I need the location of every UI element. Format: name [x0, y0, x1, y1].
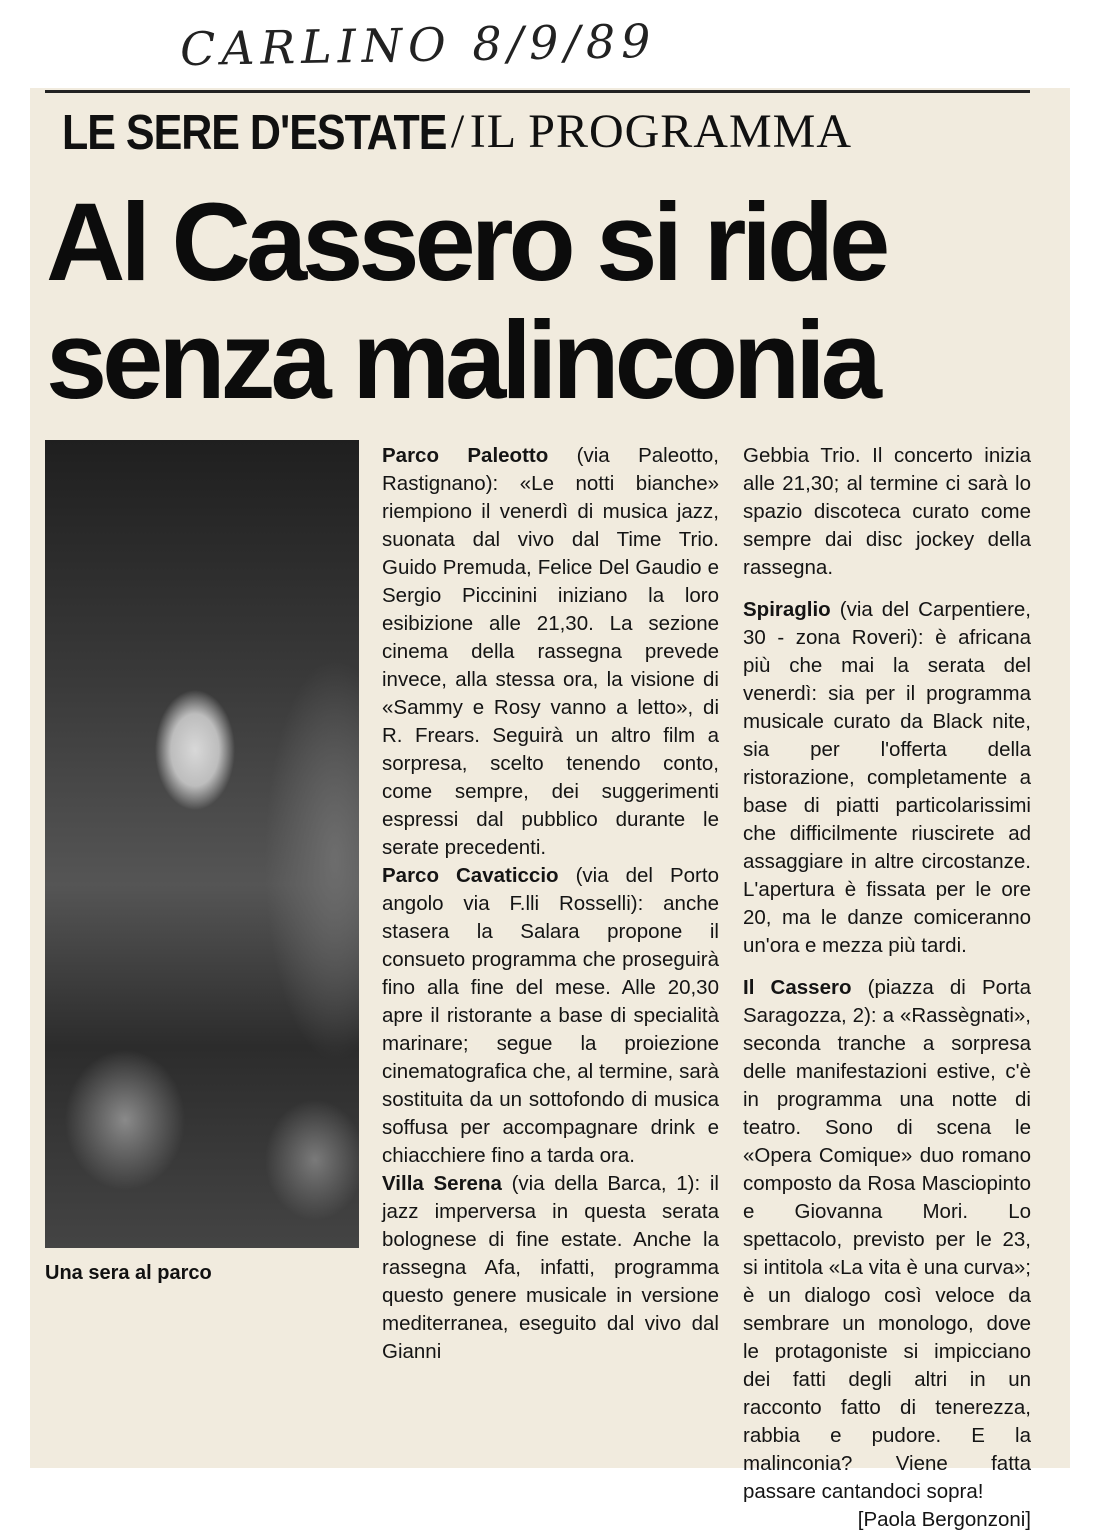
kicker-separator: /	[450, 105, 466, 158]
kicker	[62, 105, 852, 161]
paragraph-parco-cavaticcio	[382, 862, 719, 1170]
paragraph-villa-serena-continued: Gebbia Trio. Il concerto inizia alle 21,30; al termine ci sarà lo spazio discoteca curato come sempre dai disc jockey della rassegna.	[743, 444, 1031, 579]
paragraph-spiraglio	[743, 596, 1031, 960]
top-rule	[45, 90, 1030, 93]
paragraph-parco-paleotto	[382, 442, 719, 862]
paragraph-villa-serena	[382, 1170, 719, 1366]
kicker-subtitle: IL PROGRAMMA	[469, 105, 852, 158]
headline-line-1: Al Cassero si ride	[46, 181, 886, 304]
paragraph-il-cassero	[743, 974, 1031, 1506]
article-column-1	[382, 442, 719, 1366]
park-photo	[45, 440, 359, 1248]
venue-name: Villa Serena	[382, 1172, 502, 1195]
venue-name: Il Cassero	[743, 976, 852, 999]
headline-line-2: senza malinconia	[46, 299, 877, 422]
venue-text: (via della Barca, 1): il jazz imperversa in questa serata bolognese di fine estate. Anche la rassegna Afa, infatti, programma questo genere musicale in versione mediterranea, eseguito dal vivo dal Gianni	[382, 1172, 719, 1363]
handwritten-source-note: CARLINO 8/9/89	[179, 13, 657, 77]
photo-caption: Una sera al parco	[45, 1262, 212, 1284]
byline: [Paola Bergonzoni]	[857, 1508, 1031, 1531]
venue-name: Parco Cavaticcio	[382, 864, 559, 887]
article-column-2	[743, 442, 1031, 1534]
venue-text: (via del Carpentiere, 30 - zona Roveri): è africana più che mai la serata del venerdì: sia per il programma musicale curato da Black nite, sia per l'offerta della ristorazione, completamente a base di piatti particolarissimi che difficilmente riuscirete ad assaggiare in altre circostanze. L'apertura è fissata per le ore 20, ma le danze comiceranno un'ora e mezza più tardi.	[743, 598, 1031, 957]
venue-text: (via del Porto angolo via F.lli Rosselli): anche stasera la Salara propone il consueto programma che proseguirà fino alla fine del mese. Alle 20,30 apre il ristorante a base di specialità marinare; segue la proiezione cinematografica che, al termine, sarà sostituita da un sottofondo di musica soffusa per accompagnare drink e chiacchiere fino a tarda ora.	[382, 864, 719, 1167]
venue-name: Parco Paleotto	[382, 444, 549, 467]
venue-name: Spiraglio	[743, 598, 831, 621]
venue-text: (via Paleotto, Rastignano): «Le notti bianche» riempiono il venerdì di musica jazz, suonata dal vivo dal Time Trio. Guido Premuda, Felice Del Gaudio e Sergio Piccinini iniziano la loro esibizione alle 21,30. La sezione cinema della rassegna prevede invece, alla stessa ora, la visione di «Sammy e Rosy vanno a letto», di R. Frears. Seguirà un altro film a sorpresa, scelto tenendo conto, come sempre, dei suggerimenti espressi dal pubblico durante le serate precedenti.	[382, 444, 719, 859]
kicker-section: LE SERE D'ESTATE	[62, 105, 447, 161]
venue-text: (piazza di Porta Saragozza, 2): a «Rassègnati», seconda tranche a sorpresa delle manifestazioni estive, c'è in programma una notte di teatro. Sono di scena le «Opera Comique» duo romano composto da Rosa Masciopinto e Giovanna Mori. Lo spettacolo, previsto per le 23, si intitola «La vita è una curva»; è un dialogo così veloce da sembrare un monologo, dove le protagoniste si impicciano dei fatti degli altri in un racconto fatto di tenerezza, rabbia e pudore. E la malinconia? Viene fatta passare cantandoci sopra!	[743, 976, 1031, 1503]
